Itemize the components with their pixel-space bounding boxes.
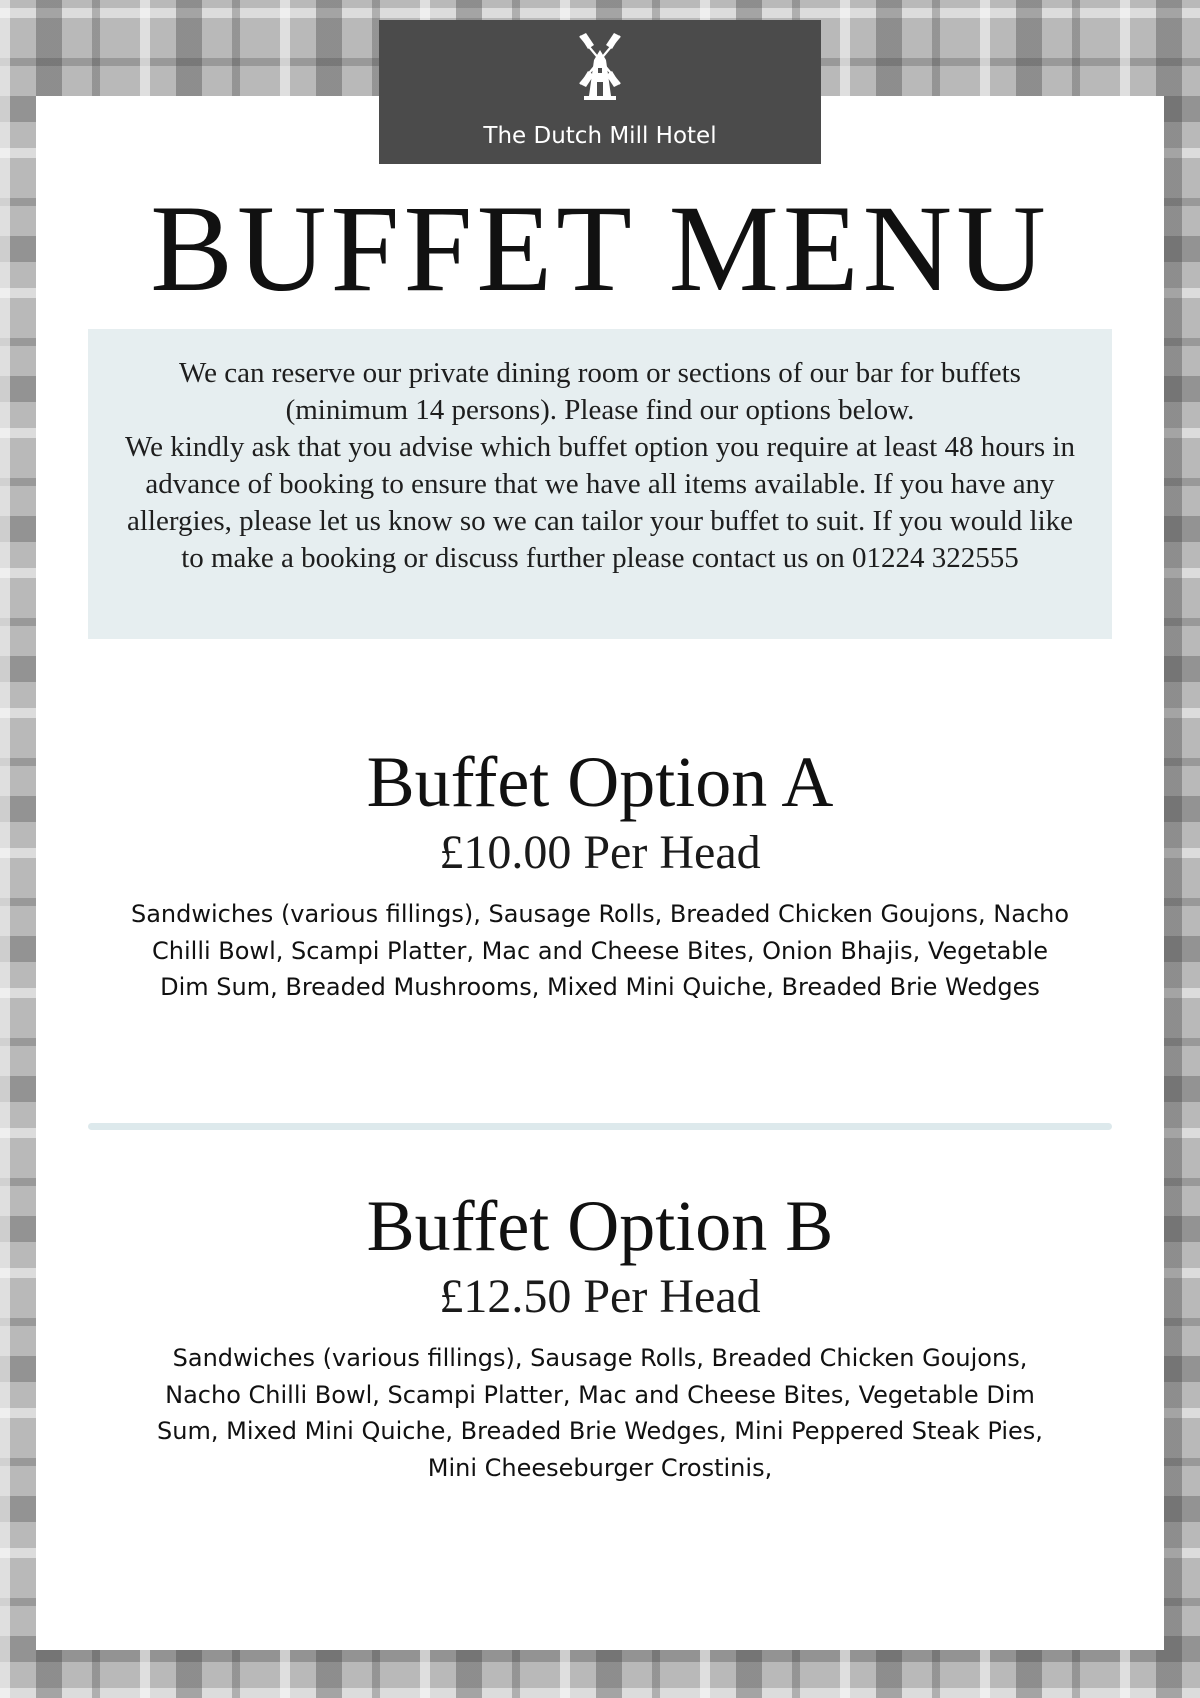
buffet-option-a: [36, 740, 1164, 1006]
intro-panel: [88, 329, 1112, 639]
buffet-option-b: [36, 1184, 1164, 1486]
section-divider: [88, 1123, 1112, 1130]
option-title: Buffet Option B: [366, 1186, 834, 1266]
option-items: Sandwiches (various fillings), Sausage Rolls, Breaded Chicken Goujons, Nacho Chilli Bowl, Scampi Platter, Mac and Cheese Bites, Vegetable Dim Sum, Mixed Mini Quiche, Breaded Brie Wedges, Mini Peppered Steak Pies, Mini Cheeseburger Crostinis,: [157, 1344, 1043, 1482]
intro-text-booking: We kindly ask that you advise which buffet option you require at least 48 hours in advance of booking to ensure that we have all items available. If you have any allergies, please let us know so we can tailor your buffet to suit. If you would like to make a booking or discuss further please contact us on 01224 322555: [125, 431, 1075, 574]
option-price: £10.00 Per Head: [439, 826, 761, 879]
page-title: BUFFET MENU: [150, 180, 1050, 317]
option-title: Buffet Option A: [366, 742, 834, 822]
option-items: Sandwiches (various fillings), Sausage Rolls, Breaded Chicken Goujons, Nacho Chilli Bowl, Scampi Platter, Mac and Cheese Bites, Onion Bhajis, Vegetable Dim Sum, Breaded Mushrooms, Mixed Mini Quiche, Breaded Brie Wedges: [130, 900, 1070, 1001]
windmill-icon: [570, 30, 630, 106]
intro-text-reservation: We can reserve our private dining room or sections of our bar for buffets (minimum 14 persons). Please find our options below.: [179, 357, 1021, 426]
hotel-logo: [379, 20, 821, 164]
hotel-name: The Dutch Mill Hotel: [483, 123, 717, 149]
option-price: £12.50 Per Head: [439, 1270, 761, 1323]
